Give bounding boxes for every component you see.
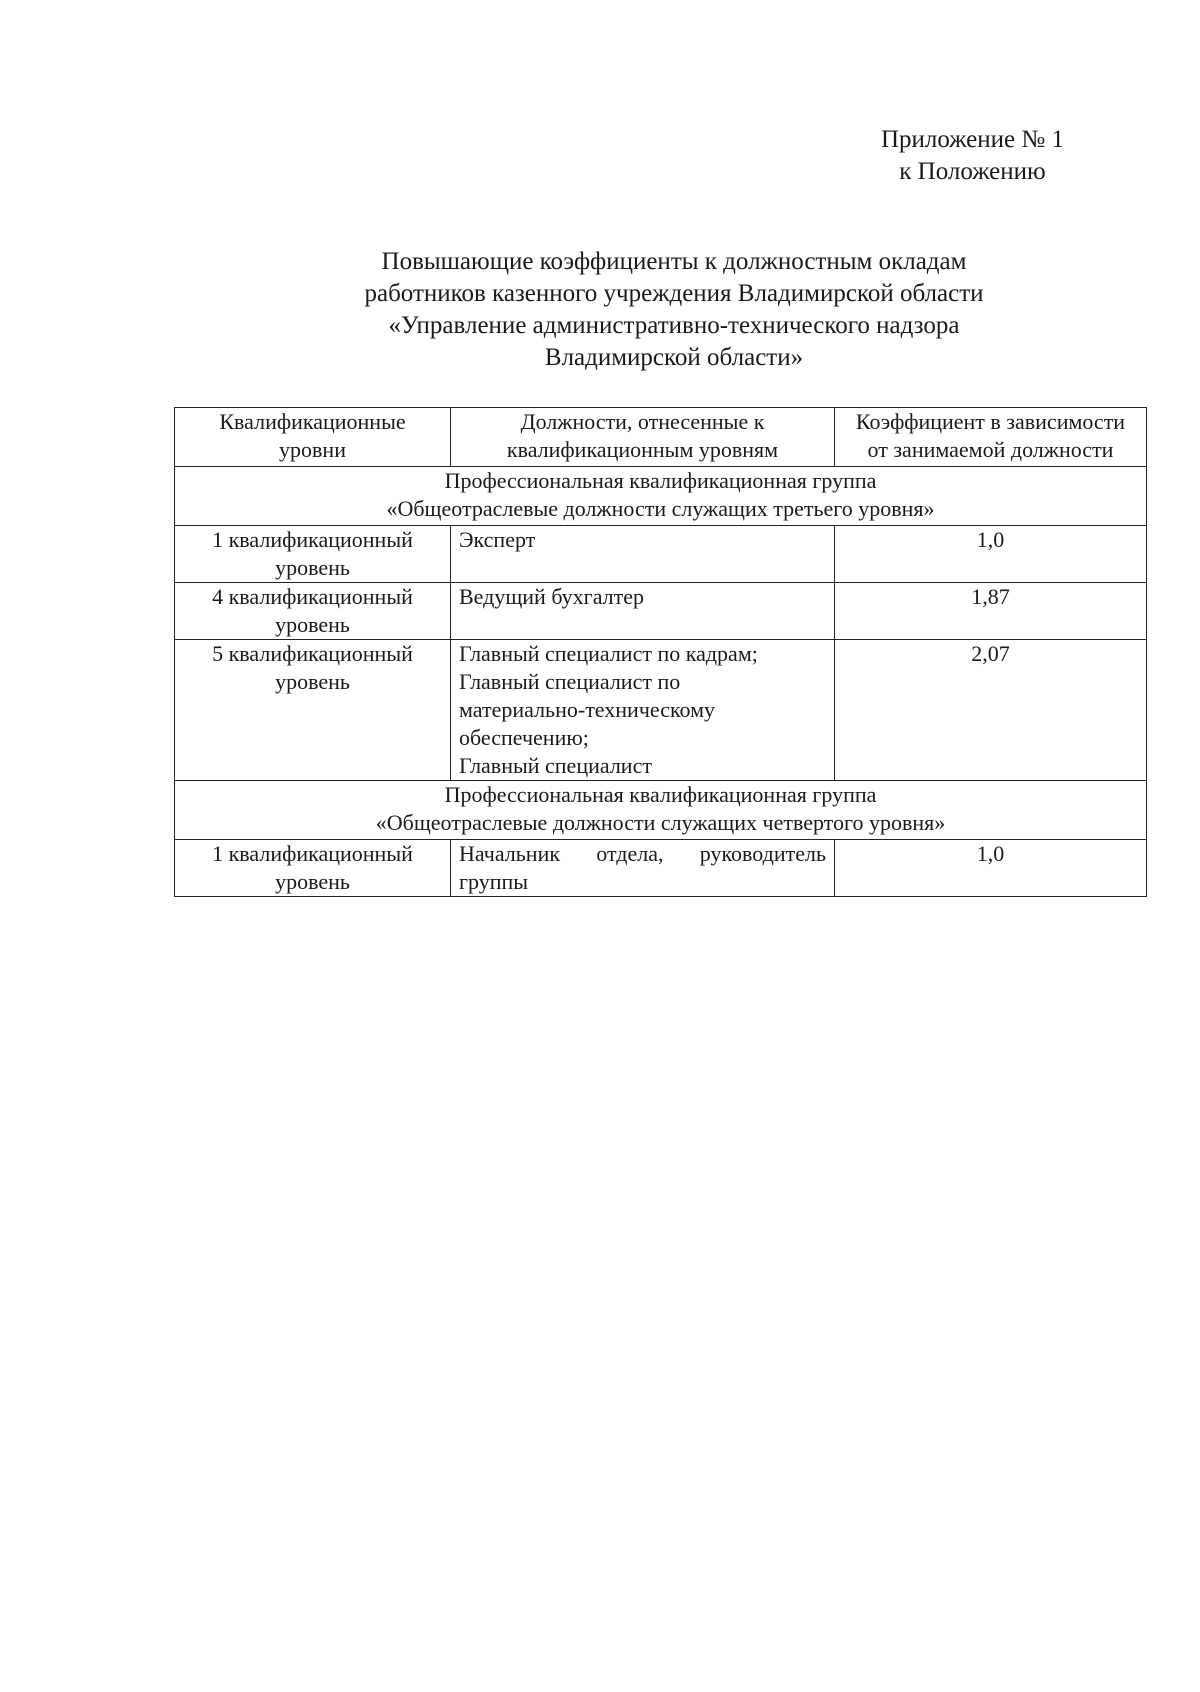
level-text: 5 квалификационный <box>212 641 413 666</box>
qualification-level-cell <box>175 583 451 640</box>
coefficient-cell <box>835 583 1147 640</box>
group-row <box>175 467 1147 526</box>
position-text: Главный специалист по <box>459 669 681 694</box>
table-row <box>175 526 1147 583</box>
coefficients-table <box>174 407 1147 897</box>
header-text: Квалификационные <box>219 409 406 434</box>
header-qualification-levels <box>175 408 451 467</box>
group-title-line: «Общеотраслевые должности служащих четвертого уровня» <box>375 810 946 835</box>
group-title-line: Профессиональная квалификационная группа <box>444 782 877 807</box>
header-positions <box>451 408 835 467</box>
header-text: уровни <box>279 437 346 462</box>
coefficient-cell <box>835 640 1147 781</box>
position-text: Главный специалист по кадрам; <box>459 641 758 666</box>
level-text: 1 квалификационный <box>212 527 413 552</box>
table-row <box>175 640 1147 781</box>
group-row <box>175 781 1147 840</box>
coefficient-value: 1,0 <box>976 841 1005 866</box>
group-title <box>175 781 1147 840</box>
header-coefficient <box>835 408 1147 467</box>
title-line-3: «Управление административно-технического надзора <box>388 312 960 339</box>
header-text: Должности, отнесенные к <box>520 409 765 434</box>
table-row <box>175 840 1147 897</box>
coefficient-value: 2,07 <box>971 641 1010 666</box>
position-text: группы <box>459 869 529 894</box>
header-text: квалификационным уровням <box>506 437 779 462</box>
coefficient-value: 1,87 <box>971 584 1010 609</box>
table-header-row <box>175 408 1147 467</box>
position-text: Начальник отдела, руководитель <box>459 841 826 866</box>
group-title <box>175 467 1147 526</box>
qualification-level-cell <box>175 640 451 781</box>
header-text: от занимаемой должности <box>867 437 1114 462</box>
level-text: 1 квалификационный <box>212 841 413 866</box>
appendix-number: Приложение № 1 <box>880 126 1064 153</box>
level-text: уровень <box>275 669 350 694</box>
coefficient-cell <box>835 840 1147 897</box>
positions-cell <box>451 840 835 897</box>
coefficient-cell <box>835 526 1147 583</box>
positions-cell <box>451 526 835 583</box>
level-text: 4 квалификационный <box>212 584 413 609</box>
title-line-1: Повышающие коэффициенты к должностным окладам <box>381 248 967 275</box>
title-line-2: работников казенного учреждения Владимирской области <box>364 280 984 307</box>
title-line-4: Владимирской области» <box>544 344 804 371</box>
position-text: Ведущий бухгалтер <box>459 584 645 609</box>
qualification-level-cell <box>175 840 451 897</box>
coefficient-value: 1,0 <box>976 527 1005 552</box>
document-title <box>220 246 1128 374</box>
level-text: уровень <box>275 612 350 637</box>
level-text: уровень <box>275 555 350 580</box>
position-text: Эксперт <box>459 527 536 552</box>
appendix-regulation: к Положению <box>899 158 1046 185</box>
position-text: Главный специалист <box>459 753 652 778</box>
position-text: обеспечению; <box>459 725 589 750</box>
positions-cell <box>451 583 835 640</box>
table-row <box>175 583 1147 640</box>
position-text: материально-техническому <box>459 697 716 722</box>
level-text: уровень <box>275 869 350 894</box>
positions-cell <box>451 640 835 781</box>
group-title-line: «Общеотраслевые должности служащих третьего уровня» <box>386 496 935 521</box>
appendix-reference <box>881 124 1064 188</box>
group-title-line: Профессиональная квалификационная группа <box>444 468 877 493</box>
qualification-level-cell <box>175 526 451 583</box>
header-text: Коэффициент в зависимости <box>855 409 1126 434</box>
